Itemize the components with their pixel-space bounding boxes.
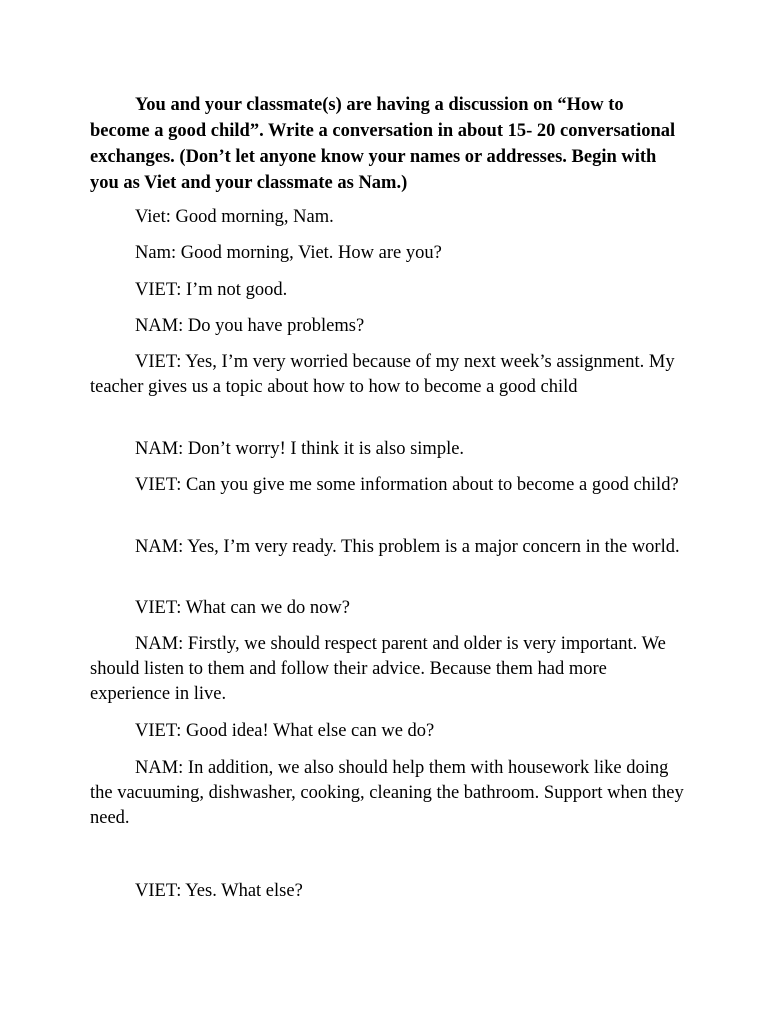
- dialogue-line: VIET: Yes. What else?: [135, 881, 303, 901]
- dialogue-line: VIET: Can you give me some information about to become a good child?: [135, 475, 679, 495]
- dialogue-line: VIET: Good idea! What else can we do?: [135, 721, 435, 741]
- dialogue-line: NAM: Don’t worry! I think it is also simple.: [135, 439, 465, 459]
- dialogue-line: NAM: In addition, we also should help them with housework like doing the vacuuming, dishwasher, cooking, cleaning the bathroom. Support when they need.: [90, 758, 684, 828]
- dialogue-line: NAM: Firstly, we should respect parent and older is very important. We should listen to them and follow their advice. Because them had more experience in live.: [90, 634, 666, 704]
- dialogue-line: Nam: Good morning, Viet. How are you?: [135, 243, 442, 263]
- dialogue-line: Viet: Good morning, Nam.: [135, 207, 334, 227]
- dialogue-line: NAM: Yes, I’m very ready. This problem is a major concern in the world.: [135, 537, 680, 557]
- dialogue-line: VIET: I’m not good.: [135, 280, 288, 300]
- dialogue-line: NAM: Do you have problems?: [135, 316, 365, 336]
- dialogue-line: VIET: What can we do now?: [135, 598, 351, 618]
- dialogue-line: VIET: Yes, I’m very worried because of my next week’s assignment. My teacher gives us a topic about how to how to become a good child: [90, 352, 675, 397]
- assignment-prompt: You and your classmate(s) are having a discussion on “How to become a good child”. Write a conversation in about 15- 20 conversational exchanges. (Don’t let anyone know your names or addresses. Begin with you as Viet and your classmate as Nam.): [90, 95, 676, 193]
